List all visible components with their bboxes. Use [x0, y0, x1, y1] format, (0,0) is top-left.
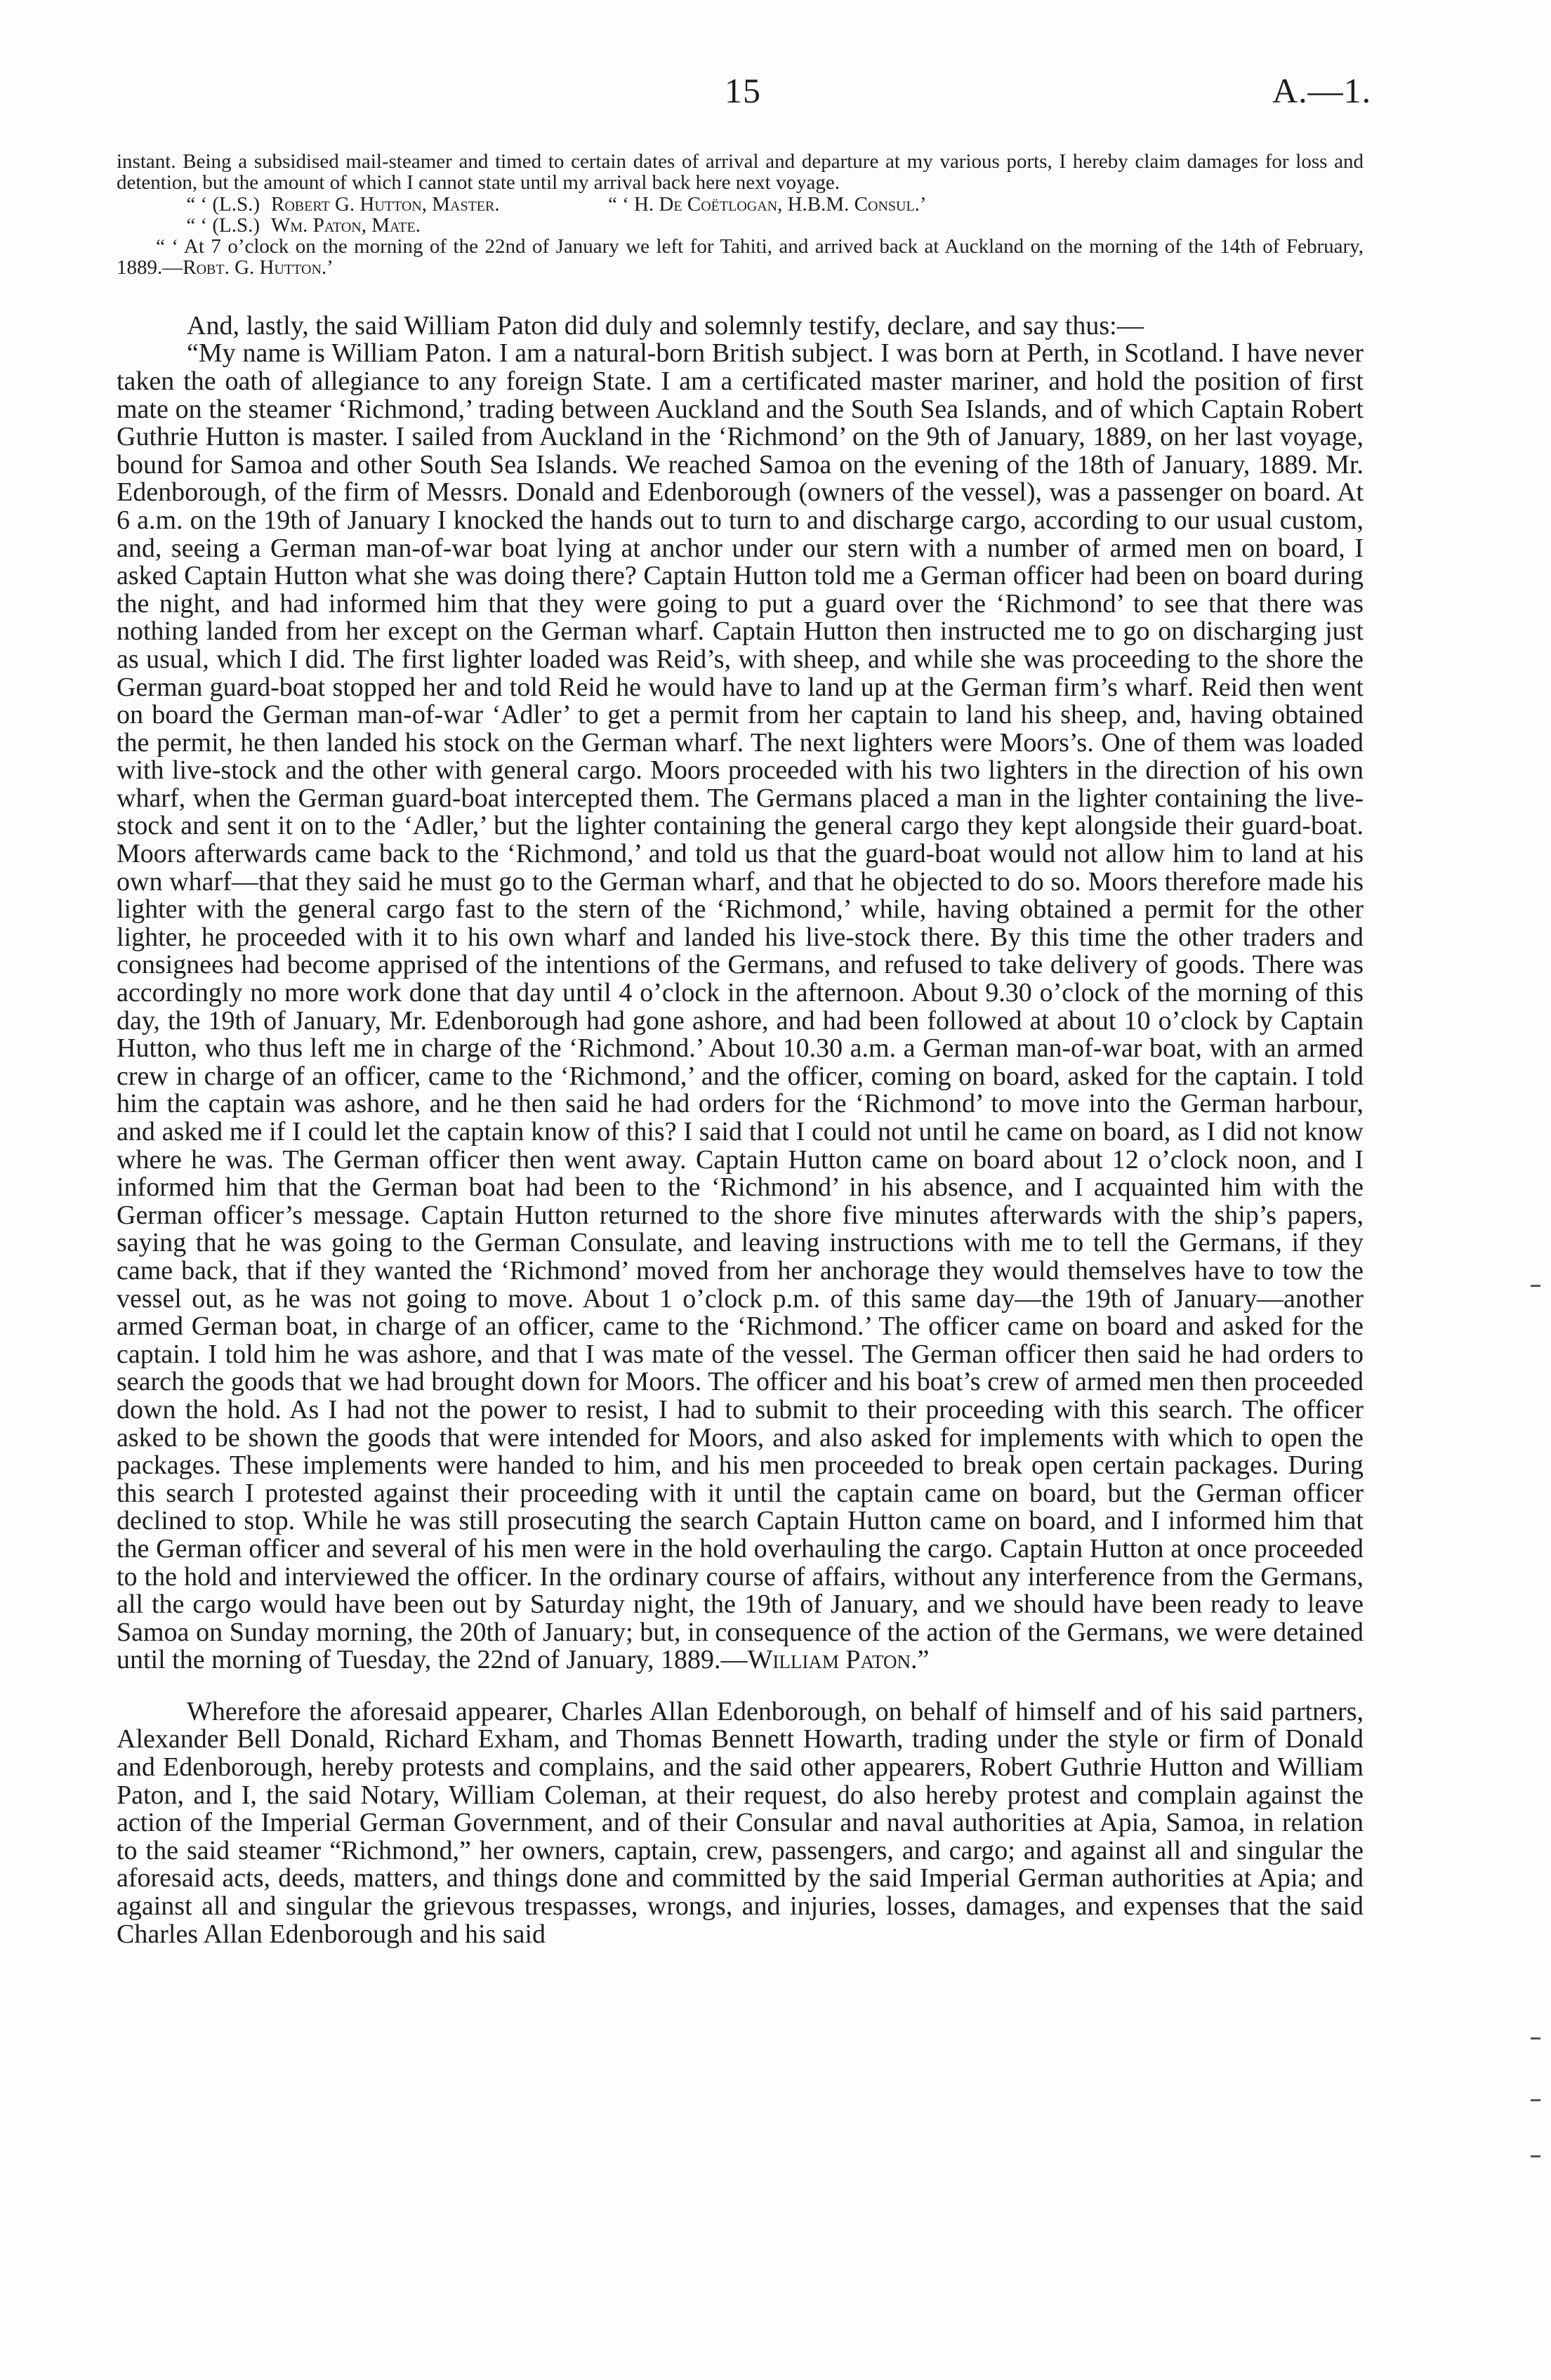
- postscript-signature: Robt. G. Hutton.’: [183, 256, 334, 279]
- signature-line: [117, 194, 1364, 215]
- declaration-paragraph: [117, 340, 1364, 1674]
- margin-mark: [1531, 2155, 1540, 2157]
- document-reference: A.—1.: [1272, 71, 1372, 110]
- signatory-name: Wm. Paton, Mate.: [271, 213, 421, 237]
- margin-mark: [1531, 2037, 1540, 2039]
- continuation-paragraph: instant. Being a subsidised mail-steamer and timed to certain dates of arrival and departure at my various ports, I hereby claim damages for loss and detention, but the amount of which I cannot state until my arrival back here next voyage.: [117, 150, 1364, 194]
- declaration-text: “My name is William Paton. I am a natural-born British subject. I was born at Perth, in Scotland. I have never taken the oath of allegiance to any foreign State. I am a certificated master mariner, and hold the position of first mate on the steamer ‘Richmond,’ trading between Auckland and the South Sea Islands, and of which Captain Robert Guthrie Hutton is master. I sailed from Auckland in the ‘Richmond’ on the 9th of January, 1889, on her last voyage, bound for Samoa and other South Sea Islands. We reached Samoa on the evening of the 18th of January, 1889. Mr. Edenborough, of the firm of Messrs. Donald and Edenborough (owners of the vessel), was a passenger on board. At 6 a.m. on the 19th of January I knocked the hands out to turn to and discharge cargo, according to our usual custom, and, seeing a German man-of-war boat lying at anchor under our stern with a number of armed men on board, I asked Captain Hutton what she was doing there? Captain Hutton told me a German officer had been on board during the night, and had informed him that they were going to put a guard over the ‘Richmond’ to see that there was nothing landed from her except on the German wharf. Captain Hutton then instructed me to go on discharging just as usual, which I did. The first lighter loaded was Reid’s, with sheep, and while she was proceeding to the shore the German guard-boat stopped her and told Reid he would have to land up at the German firm’s wharf. Reid then went on board the German man-of-war ‘Adler’ to get a permit from her captain to land his sheep, and, having obtained the permit, he then landed his stock on the German wharf. The next lighters were Moors’s. One of them was loaded with live-stock and the other with general cargo. Moors proceeded with his two lighters in the direction of his own wharf, when the German guard-boat intercepted them. The Germans placed a man in the lighter containing the live-stock and sent it on to the ‘Adler,’ but the lighter containing the general cargo they kept alongside their guard-boat. Moors afterwards came back to the ‘Richmond,’ and told us that the guard-boat would not allow him to land at his own wharf—that they said he must go to the German wharf, and that he objected to do so. Moors therefore made his lighter with the general cargo fast to the stern of the ‘Richmond,’ while, having obtained a permit for the other lighter, he proceeded with it to his own wharf and landed his live-stock there. By this time the other traders and consignees had become apprised of the intentions of the Germans, and refused to take delivery of goods. There was accordingly no more work done that day until 4 o’clock in the afternoon. About 9.30 o’clock of the morning of this day, the 19th of January, Mr. Edenborough had gone ashore, and had been followed at about 10 o’clock by Captain Hutton, who thus left me in charge of the ‘Richmond.’ About 10.30 a.m. a German man-of-war boat, with an armed crew in charge of an officer, came to the ‘Richmond,’ and the officer, coming on board, asked for the captain. I told him the captain was ashore, and he then said he had orders for the ‘Richmond’ to move into the German harbour, and asked me if I could let the captain know of this? I said that I could not until he came on board, as I did not know where he was. The German officer then went away. Captain Hutton came on board about 12 o’clock noon, and I informed him that the German boat had been to the ‘Richmond’ in his absence, and I acquainted him with the German officer’s message. Captain Hutton returned to the shore five minutes afterwards with the ship’s papers, saying that he was going to the German Consulate, and leaving instructions with me to tell the Germans, if they came back, that if they wanted the ‘Richmond’ moved from her anchorage they would themselves have to tow the vessel out, as he was not going to move. About 1 o’clock p.m. of this same day—the 19th of January—another armed German boat, in charge of an officer, came to the ‘Richmond.’ The officer came on board and asked for the captain. I told him he was ashore, and that I was mate of the vessel. The German officer then said he had orders to search the goods that we had brought down for Moors. The officer and his boat’s crew of armed men then proceeded down the hold. As I had not the power to resist, I had to submit to their proceeding with this search. The officer asked to be shown the goods that were intended for Moors, and also asked for implements with which to open the packages. These implements were handed to him, and his men proceeded to break open certain packages. During this search I protested against their proceeding with it until the captain came on board, but the German officer declined to stop. While he was still prosecuting the search Captain Hutton came on board, and I informed him that the German officer and several of his men were in the hold overhauling the cargo. Captain Hutton at once proceeded to the hold and interviewed the officer. In the ordinary course of affairs, without any interference from the Germans, all the cargo would have been out by Saturday night, the 19th of January, and we should have been ready to leave Samoa on Sunday morning, the 20th of January; but, in consequence of the action of the Germans, we were detained until the morning of Tuesday, the 22nd of January, 1889.—: [117, 338, 1364, 1675]
- seal-label: “ ‘ (L.S.): [186, 213, 260, 237]
- page-header: [0, 70, 1551, 126]
- signature-line: [117, 215, 1364, 236]
- signatory-name: Robert G. Hutton, Master.: [271, 192, 500, 216]
- seal-label: “ ‘ (L.S.): [186, 192, 260, 216]
- margin-mark: [1531, 2099, 1540, 2101]
- postscript-text: “ ‘ At 7 o’clock on the morning of the 22nd of January we left for Tahiti, and arrived back at Auckland on the morning of the 14th of February, 1889.—: [117, 235, 1364, 279]
- page-number: 15: [725, 71, 761, 110]
- protest-paragraph: Wherefore the aforesaid appearer, Charles Allan Edenborough, on behalf of himself and of his said partners, Alexander Bell Donald, Richard Exham, and Thomas Bennett Howarth, trading under the style or firm of Donald and Edenborough, hereby protests and complains, and the said other appearers, Robert Guthrie Hutton and William Paton, and I, the said Notary, William Coleman, at their request, do also hereby protest and complain against the action of the Imperial German Government, and of their Consular and naval authorities at Apia, Samoa, in relation to the said steamer “Richmond,” her owners, captain, crew, passengers, and cargo; and against all and singular the aforesaid acts, deeds, matters, and things done and committed by the said Imperial German authorities at Apia; and against all and singular the grievous trespasses, wrongs, and injuries, losses, damages, and expenses that the said Charles Allan Edenborough and his said: [117, 1696, 1364, 1949]
- intro-paragraph: And, lastly, the said William Paton did duly and solemnly testify, declare, and say thus:—: [187, 310, 1144, 341]
- page-body: [117, 151, 1364, 1948]
- margin-mark: [1531, 1285, 1540, 1287]
- section-spacer: [117, 279, 1364, 312]
- paragraph-gap: [117, 1674, 1364, 1698]
- consul-signature: “ ‘ H. De Coëtlogan, H.B.M. Consul.’: [608, 192, 927, 216]
- postscript-paragraph: [117, 236, 1364, 279]
- declaration-signature: William Paton.”: [747, 1645, 930, 1675]
